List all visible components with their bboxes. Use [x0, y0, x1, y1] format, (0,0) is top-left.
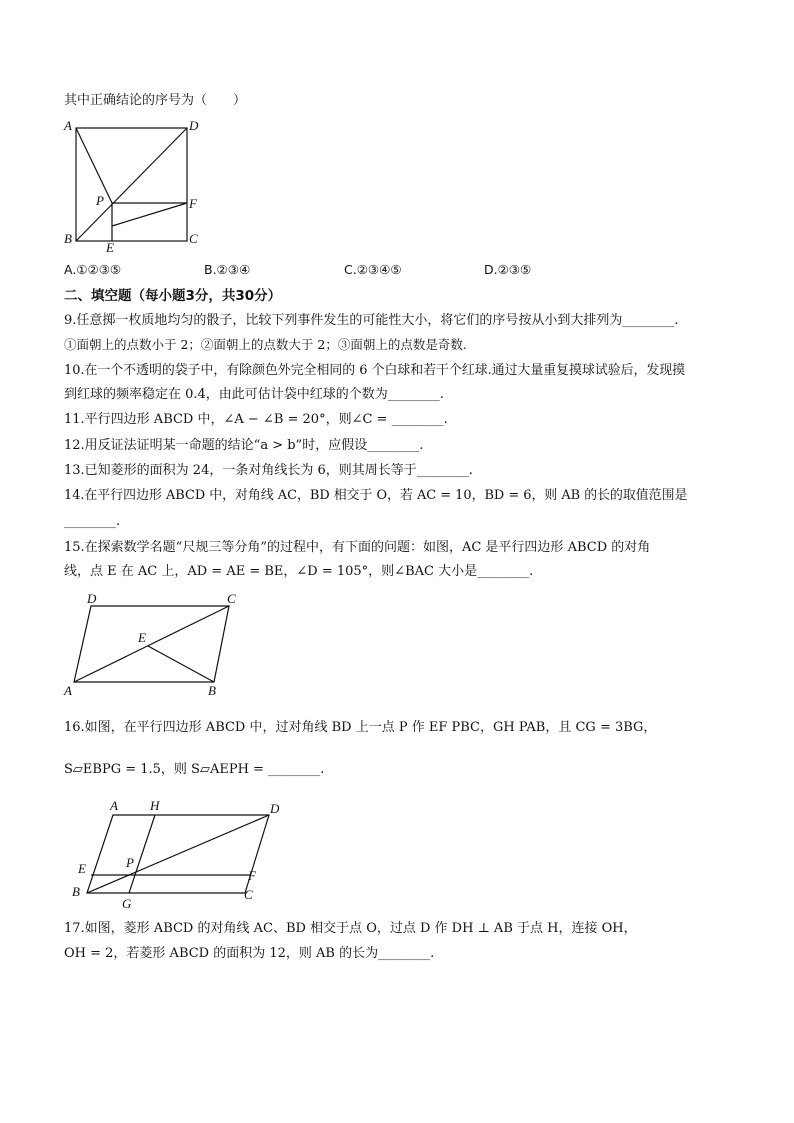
label-h: H	[150, 798, 160, 813]
option-b: B.②③④	[204, 262, 251, 277]
q10-line-1: 10.在一个不透明的袋子中，有除颜色外完全相同的 6 个白球和若干个红球.通过大量重复摸球试验后，发现摸	[64, 363, 686, 378]
q12-text: 12.用反证法证明某一命题的结论“a > b”时，应假设________.	[64, 438, 424, 453]
label-a: A	[64, 683, 72, 698]
section-2-title: 二、填空题（每小题3分，共30分）	[64, 288, 282, 304]
label-c: C	[244, 887, 253, 902]
label-e: E	[78, 861, 86, 876]
label-a: A	[110, 798, 118, 813]
q13-text: 13.已知菱形的面积为 24，一条对角线长为 6，则其周长等于________.	[64, 463, 473, 478]
label-c: C	[227, 591, 236, 606]
label-f: F	[248, 868, 256, 883]
q11-text: 11.平行四边形 ABCD 中，∠A − ∠B = 20°，则∠C = ________.	[64, 412, 448, 427]
q17-line-1: 17.如图，菱形 ABCD 的对角线 AC、BD 相交于点 O，过点 D 作 DH ⊥ AB 于点 H，连接 OH，	[64, 921, 637, 936]
option-d: D.②③⑤	[484, 262, 532, 277]
q16-line-1: 16.如图，在平行四边形 ABCD 中，过对角线 BD 上一点 P 作 EF PBC，GH PAB，且 CG = 3BG，	[64, 720, 657, 735]
q16-line-2: S▱EBPG = 1.5，则 S▱AEPH = ________.	[64, 762, 325, 777]
q17-line-2: OH = 2，若菱形 ABCD 的面积为 12，则 AB 的长为________.	[64, 946, 435, 961]
label-a: A	[64, 118, 72, 133]
figure-parallelogram-efgh	[70, 795, 310, 915]
label-d: D	[189, 118, 199, 133]
label-b: B	[64, 231, 72, 246]
figure-parallelogram-abcd	[62, 590, 262, 700]
q15-line-2: 线，点 E 在 AC 上，AD = AE = BE，∠D = 105°，则∠BAC 大小是________.	[64, 564, 534, 579]
label-b: B	[208, 683, 216, 698]
figure-square-abcd	[62, 116, 222, 256]
label-b: B	[72, 884, 80, 899]
label-f: F	[189, 196, 197, 211]
label-p: P	[96, 193, 104, 208]
q14-line-2: ________.	[64, 514, 121, 529]
label-e: E	[138, 630, 146, 645]
q9-line-2: ①面朝上的点数小于 2；②面朝上的点数大于 2；③面朝上的点数是奇数.	[64, 337, 467, 352]
option-c: C.②③④⑤	[344, 262, 402, 277]
option-a: A.①②③⑤	[64, 262, 122, 277]
q15-line-1: 15.在探索数学名题“尺规三等分角”的过程中，有下面的问题：如图，AC 是平行四边形 ABCD 的对角	[64, 540, 651, 555]
label-e: E	[106, 240, 114, 255]
q14-line-1: 14.在平行四边形 ABCD 中，对角线 AC，BD 相交于 O，若 AC = 10，BD = 6，则 AB 的长的取值范围是	[64, 488, 688, 503]
label-g: G	[122, 896, 132, 911]
label-c: C	[189, 231, 198, 246]
q9-line-1: 9.任意掷一枚质地均匀的骰子，比较下列事件发生的可能性大小，将它们的序号按从小到大排列为________.	[64, 313, 679, 328]
label-p: P	[126, 855, 134, 870]
label-d: D	[270, 801, 280, 816]
q10-line-2: 到红球的频率稳定在 0.4，由此可估计袋中红球的个数为________.	[64, 387, 444, 402]
label-d: D	[87, 591, 97, 606]
q8-tail-text: 其中正确结论的序号为（ ）	[64, 93, 247, 108]
